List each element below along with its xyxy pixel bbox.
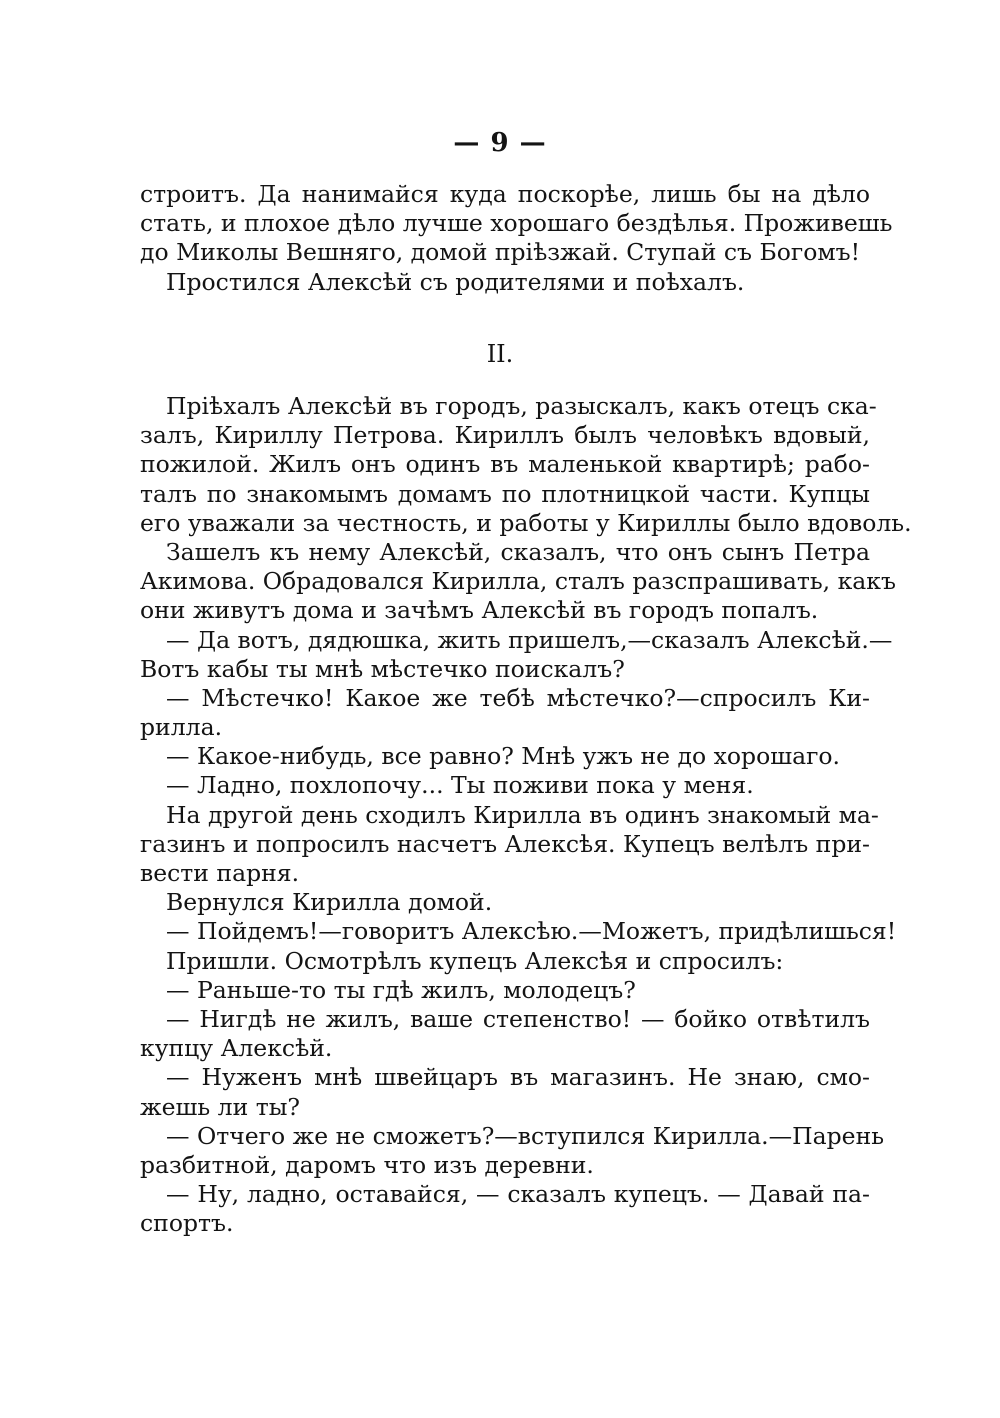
text-line: до Миколы Вешняго, домой пріѣзжай. Ступай съ Богомъ!	[140, 238, 861, 267]
text-line: вести парня.	[140, 859, 300, 887]
text-line: Пришли. Осмотрѣлъ купецъ Алексѣя и спросилъ:	[166, 946, 784, 975]
text-line: стать, и плохое дѣло лучше хорошаго бездѣлья. Проживешь	[140, 209, 893, 238]
text-line: — Ну, ладно, оставайся, — сказалъ купецъ. — Давай па-	[166, 1180, 870, 1209]
text-line: — Раньше-то ты гдѣ жилъ, молодецъ?	[166, 975, 636, 1004]
paragraph-block-body	[140, 392, 912, 1238]
text-line: спортъ.	[140, 1209, 234, 1238]
text-line: рилла.	[140, 713, 223, 742]
text-line: — Пойдемъ!—говоритъ Алексѣю.—Можетъ, придѣлишься!	[166, 917, 897, 946]
text-line: Акимова. Обрадовался Кирилла, сталъ разспрашивать, какъ	[140, 567, 896, 596]
text-line: — Нигдѣ не жилъ, ваше степенство! — бойко отвѣтилъ	[166, 1004, 870, 1033]
text-line: строитъ. Да нанимайся куда поскорѣе, лишь бы на дѣло	[140, 180, 870, 208]
text-line: разбитной, даромъ что изъ деревни.	[140, 1150, 594, 1179]
paragraph-block-top	[140, 180, 893, 297]
text-line: — Отчего же не сможетъ?—вступился Кирилла.—Парень	[166, 1121, 885, 1150]
text-line: Вотъ кабы ты мнѣ мѣстечко поискалъ?	[140, 654, 625, 683]
text-line: — Какое-нибудь, все равно? Мнѣ ужъ не до хорошаго.	[166, 742, 841, 771]
text-line: Пріѣхалъ Алексѣй въ городъ, разыскалъ, какъ отецъ ска-	[166, 392, 877, 420]
text-line: На другой день сходилъ Кирилла въ одинъ знакомый ма-	[166, 800, 879, 829]
text-line: его уважали за честность, и работы у Кириллы было вдоволь.	[140, 508, 912, 537]
text-line: жешь ли ты?	[140, 1092, 301, 1121]
text-line: купцу Алексѣй.	[140, 1034, 333, 1063]
chapter-heading: II.	[486, 340, 514, 368]
text-line: залъ, Кириллу Петрова. Кириллъ былъ человѣкъ вдовый,	[140, 421, 870, 450]
text-line: они живутъ дома и зачѣмъ Алексѣй въ городъ попалъ.	[140, 596, 819, 625]
text-line: — Да вотъ, дядюшка, жить пришелъ,—сказалъ Алексѣй.—	[166, 625, 893, 654]
text-line: — Мѣстечко! Какое же тебѣ мѣстечко?—спросилъ Ки-	[166, 683, 870, 712]
text-line: — Нуженъ мнѣ швейцаръ въ магазинъ. Не знаю, смо-	[166, 1063, 870, 1092]
text-line: газинъ и попросилъ насчетъ Алексѣя. Купецъ велѣлъ при-	[140, 829, 870, 858]
page-number: — 9 —	[453, 128, 547, 158]
text-line: Зашелъ къ нему Алексѣй, сказалъ, что онъ сынъ Петра	[166, 537, 870, 566]
text-line: Простился Алексѣй съ родителями и поѣхалъ.	[166, 267, 745, 296]
text-line: пожилой. Жилъ онъ одинъ въ маленькой квартирѣ; рабо-	[140, 450, 870, 479]
text-line: — Ладно, похлопочу... Ты поживи пока у меня.	[166, 771, 754, 800]
text-line: талъ по знакомымъ домамъ по плотницкой части. Купцы	[140, 479, 870, 508]
text-line: Вернулся Кирилла домой.	[166, 888, 493, 917]
